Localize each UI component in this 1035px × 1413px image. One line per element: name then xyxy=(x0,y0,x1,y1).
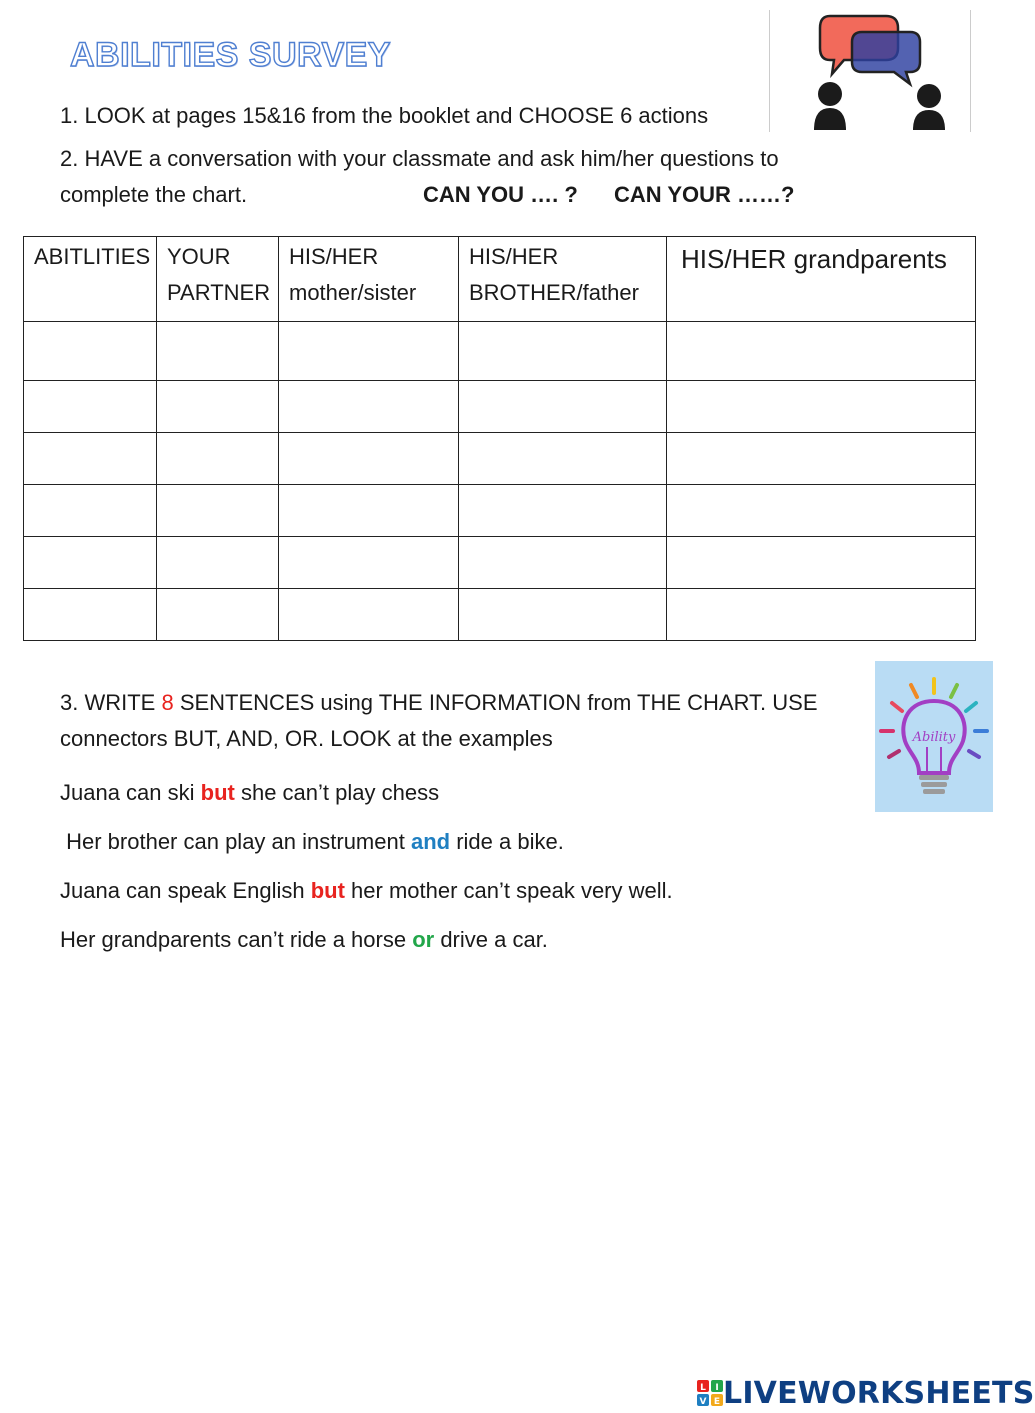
cell-brother-father[interactable] xyxy=(459,322,667,381)
chart-row xyxy=(24,322,976,381)
header-your-partner: YOUR PARTNER xyxy=(157,237,279,322)
cell-brother-father[interactable] xyxy=(459,589,667,641)
example-sentence-1: Juana can ski but she can’t play chess xyxy=(60,780,440,805)
cell-partner[interactable] xyxy=(157,537,279,589)
header-abilities: ABITLITIES xyxy=(24,237,157,322)
cell-grandparents[interactable] xyxy=(667,322,976,381)
cell-ability[interactable] xyxy=(24,381,157,433)
question-can-your: CAN YOUR ……? xyxy=(614,182,795,207)
cell-partner[interactable] xyxy=(157,381,279,433)
cell-ability[interactable] xyxy=(24,589,157,641)
question-can-you: CAN YOU …. ? xyxy=(423,182,578,207)
liveworksheets-logo-icon xyxy=(697,1380,723,1406)
cell-mother-sister[interactable] xyxy=(279,537,459,589)
conversation-icon xyxy=(770,10,970,132)
step-3-instruction: 3. WRITE 8 SENTENCES using THE INFORMATION from THE CHART. USE xyxy=(60,690,818,715)
cell-brother-father[interactable] xyxy=(459,433,667,485)
connector-and: and xyxy=(410,829,451,854)
cell-ability[interactable] xyxy=(24,537,157,589)
example-sentence-2: Her brother can play an instrument and ride a bike. xyxy=(60,829,564,854)
lightbulb-icon xyxy=(875,661,993,812)
example-sentence-3: Juana can speak English but her mother can’t speak very well. xyxy=(60,878,673,903)
cell-partner[interactable] xyxy=(157,322,279,381)
cell-partner[interactable] xyxy=(157,485,279,537)
cell-partner[interactable] xyxy=(157,589,279,641)
chart-row xyxy=(24,433,976,485)
header-brother-father: HIS/HER BROTHER/father xyxy=(459,237,667,322)
chart-row xyxy=(24,381,976,433)
svg-text:V: V xyxy=(699,1397,707,1407)
step-1-instruction: 1. LOOK at pages 15&16 from the booklet and CHOOSE 6 actions xyxy=(60,103,709,128)
chart-header-row xyxy=(24,237,976,322)
header-mother-sister: HIS/HER mother/sister xyxy=(279,237,459,322)
svg-text:L: L xyxy=(700,1383,706,1393)
conversation-illustration-frame xyxy=(769,10,971,132)
cell-brother-father[interactable] xyxy=(459,537,667,589)
cell-ability[interactable] xyxy=(24,433,157,485)
step-2-instruction: 2. HAVE a conversation with your classmate and ask him/her questions to xyxy=(60,146,779,171)
step-3-line-2: connectors BUT, AND, OR. LOOK at the examples xyxy=(60,726,553,751)
step-2-line-2-text: complete the chart. xyxy=(60,182,248,207)
cell-ability[interactable] xyxy=(24,485,157,537)
cell-mother-sister[interactable] xyxy=(279,322,459,381)
cell-grandparents[interactable] xyxy=(667,537,976,589)
cell-grandparents[interactable] xyxy=(667,433,976,485)
connector-or: or xyxy=(412,927,435,952)
cell-grandparents[interactable] xyxy=(667,485,976,537)
cell-grandparents[interactable] xyxy=(667,381,976,433)
example-sentence-4: Her grandparents can’t ride a horse or drive a car. xyxy=(60,927,548,952)
cell-mother-sister[interactable] xyxy=(279,381,459,433)
sentence-count: 8 xyxy=(161,690,174,715)
cell-partner[interactable] xyxy=(157,433,279,485)
cell-mother-sister[interactable] xyxy=(279,485,459,537)
liveworksheets-logo xyxy=(697,1376,1035,1410)
svg-text:I: I xyxy=(715,1383,719,1393)
cell-mother-sister[interactable] xyxy=(279,433,459,485)
chart-row xyxy=(24,589,976,641)
ability-lightbulb-illustration xyxy=(875,661,993,812)
cell-brother-father[interactable] xyxy=(459,485,667,537)
cell-ability[interactable] xyxy=(24,322,157,381)
cell-grandparents[interactable] xyxy=(667,589,976,641)
header-grandparents: HIS/HER grandparents xyxy=(667,237,976,322)
liveworksheets-logo-text: LIVEWORKSHEETS xyxy=(723,1375,1035,1411)
step-2-line-2 xyxy=(60,177,860,213)
connector-but: but xyxy=(200,780,235,805)
chart-row xyxy=(24,537,976,589)
cell-mother-sister[interactable] xyxy=(279,589,459,641)
cell-brother-father[interactable] xyxy=(459,381,667,433)
svg-text:E: E xyxy=(713,1397,721,1407)
chart-row xyxy=(24,485,976,537)
bulb-label: Ability xyxy=(912,730,956,745)
connector-but: but xyxy=(310,878,345,903)
page-title: ABILITIES SURVEY xyxy=(70,36,391,74)
abilities-chart xyxy=(23,236,976,641)
